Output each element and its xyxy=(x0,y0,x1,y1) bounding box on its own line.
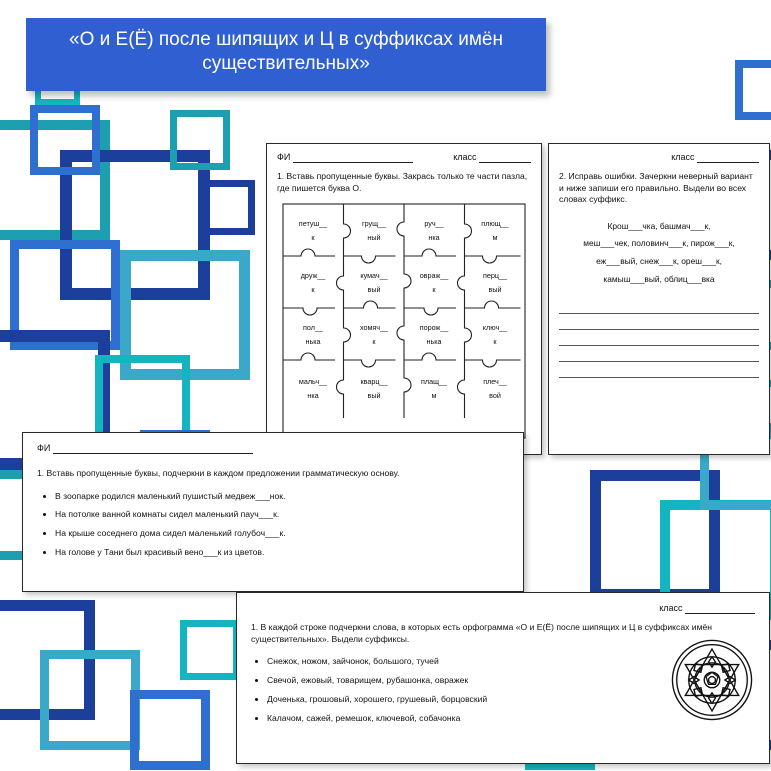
svg-text:хомяч__: хомяч__ xyxy=(359,323,389,332)
svg-text:кумач__: кумач__ xyxy=(360,271,388,280)
puzzle-piece-word: петуш__ xyxy=(298,219,328,228)
svg-text:нка: нка xyxy=(307,391,319,400)
list-item: • В зоопарке родился маленький пушистый медвеж___нок. xyxy=(55,490,509,503)
list-item: • Свечой, ежовый, товарищем, рубашонка, овражек xyxy=(267,674,687,687)
list-item: • Снежок, ножом, зайчонок, большого, тучей xyxy=(267,655,687,668)
svg-text:к: к xyxy=(432,285,436,294)
decor-square xyxy=(735,60,771,120)
class-label: класс xyxy=(453,152,477,162)
errors-word-line: меш___чек, половинч___к, пирож___к, xyxy=(583,238,735,249)
worksheet-card-sentences xyxy=(22,432,524,592)
svg-text:плющ__: плющ__ xyxy=(481,219,509,228)
class-field[interactable] xyxy=(453,152,531,163)
worksheet-card-puzzle xyxy=(266,143,542,455)
svg-text:перц__: перц__ xyxy=(483,271,507,280)
svg-text:плащ__: плащ__ xyxy=(421,377,447,386)
list-item: • На потолке ванной комнаты сидел маленький пауч___к. xyxy=(55,508,509,521)
list-item: • Доченька, грошовый, хорошего, грушевый, борцовский xyxy=(267,693,687,706)
svg-text:ключ__: ключ__ xyxy=(482,323,508,332)
puzzle-task-text: 1. Вставь пропущенные буквы. Закрась только те части пазла, где пишется буква О. xyxy=(277,171,528,193)
errors-word-line: еж___вый, снеж___к, ореш___к, xyxy=(596,256,722,267)
svg-text:к: к xyxy=(493,337,497,346)
page-title: «О и Е(Ё) после шипящих и Ц в суффиксах имён существительных» xyxy=(26,18,546,91)
svg-text:нка: нка xyxy=(428,233,440,242)
svg-text:нька: нька xyxy=(305,337,321,346)
svg-text:вой: вой xyxy=(489,391,501,400)
sentences-header xyxy=(37,443,509,454)
decor-square xyxy=(180,620,240,680)
decor-square xyxy=(170,110,230,170)
errors-answer-lines[interactable] xyxy=(559,298,759,378)
answer-line[interactable] xyxy=(559,330,759,346)
svg-text:овраж__: овраж__ xyxy=(419,271,449,280)
worksheet-card-errors xyxy=(548,143,770,455)
svg-text:вый: вый xyxy=(488,285,502,294)
svg-text:вый: вый xyxy=(367,285,381,294)
errors-word-line: камыш___вый, облиц___вка xyxy=(603,273,715,284)
svg-text:плеч__: плеч__ xyxy=(483,377,507,386)
errors-word-list xyxy=(559,218,759,289)
sentences-task-text: 1. Вставь пропущенные буквы, подчеркни в каждом предложении грамматическую основу. xyxy=(37,468,400,478)
svg-text:грущ__: грущ__ xyxy=(361,219,387,228)
svg-text:вый: вый xyxy=(367,391,381,400)
svg-text:мальч__: мальч__ xyxy=(298,377,328,386)
svg-text:к: к xyxy=(311,233,315,242)
decor-square xyxy=(130,690,210,770)
list-item: • На голове у Тани был красивый вено___к из цветов. xyxy=(55,546,509,559)
errors-task-text: 2. Исправь ошибки. Зачеркни неверный вариант и ниже запиши его правильно. Выдели во всех словах суффикс. xyxy=(559,171,753,205)
fi-field[interactable] xyxy=(277,152,413,163)
fi-label: ФИ xyxy=(37,443,51,453)
underline-header xyxy=(251,603,755,614)
class-field[interactable] xyxy=(659,603,755,614)
svg-text:кварц__: кварц__ xyxy=(360,377,388,386)
answer-line[interactable] xyxy=(559,298,759,314)
worksheet-card-underline xyxy=(236,592,770,764)
svg-text:м: м xyxy=(431,391,437,400)
errors-word-line: Крош___чка, башмач___к, xyxy=(607,220,711,231)
svg-text:друж__: друж__ xyxy=(300,271,326,280)
svg-text:к: к xyxy=(372,337,376,346)
answer-line[interactable] xyxy=(559,362,759,378)
svg-text:к: к xyxy=(311,285,315,294)
fi-field[interactable] xyxy=(37,443,253,454)
list-item: • На крыше соседнего дома сидел маленький голубоч___к. xyxy=(55,527,509,540)
answer-line[interactable] xyxy=(559,314,759,330)
mandala-icon xyxy=(669,637,755,723)
puzzle-svg xyxy=(275,196,533,446)
underline-task-text: 1. В каждой строке подчеркни слова, в которых есть орфограмма «О и Е(Ё) после шипящих и Ц в суффиксах имён существительных». Выдели суффиксы. xyxy=(251,622,713,644)
svg-text:ный: ный xyxy=(367,233,381,242)
puzzle-grid[interactable] xyxy=(275,196,533,446)
class-label: класс xyxy=(659,603,683,613)
svg-text:м: м xyxy=(492,233,498,242)
class-label: класс xyxy=(671,152,695,162)
list-item: • Калачом, сажей, ремешок, ключевой, собачонка xyxy=(267,712,687,725)
svg-text:нька: нька xyxy=(426,337,442,346)
answer-line[interactable] xyxy=(559,346,759,362)
decor-square xyxy=(30,105,100,175)
decor-square xyxy=(200,180,255,235)
svg-text:порож__: порож__ xyxy=(419,323,449,332)
svg-text:руч__: руч__ xyxy=(424,219,444,228)
fi-label: ФИ xyxy=(277,152,291,162)
errors-header xyxy=(559,152,759,163)
svg-text:пол__: пол__ xyxy=(303,323,323,332)
decor-square xyxy=(40,650,140,750)
puzzle-header xyxy=(277,152,531,163)
class-field[interactable] xyxy=(671,152,759,163)
